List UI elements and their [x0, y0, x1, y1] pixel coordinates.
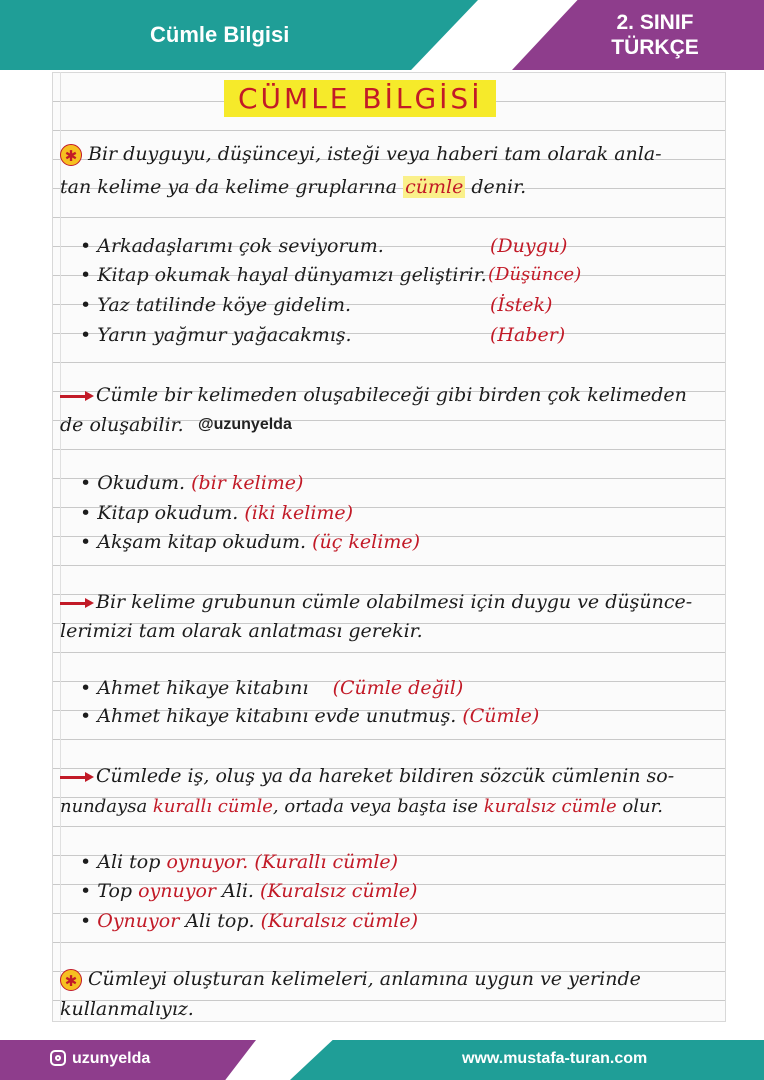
- header-title: Cümle Bilgisi: [150, 22, 290, 47]
- example-words-1: • Okudum. (bir kelime): [80, 472, 304, 494]
- example-type-3-tag: (İstek): [490, 294, 553, 316]
- right-arrow-icon: [60, 389, 94, 403]
- note-meaning-line-2: lerimizi tam olarak anlatması gerekir.: [60, 620, 423, 642]
- paper-margin: [60, 72, 61, 1020]
- right-arrow-icon: [60, 770, 94, 784]
- term-kuralli: kurallı cümle: [152, 796, 273, 817]
- example-meaning-2: • Ahmet hikaye kitabını evde unutmuş. (Cümle): [80, 705, 540, 727]
- instagram-handle[interactable]: uzunyelda: [72, 1050, 151, 1067]
- definition-line-2: tan kelime ya da kelime gruplarına cümle denir.: [60, 176, 527, 198]
- grade-line-2: TÜRKÇE: [611, 36, 699, 59]
- grade-label: [560, 10, 750, 60]
- page-title: CÜMLE BİLGİSİ: [224, 80, 496, 117]
- example-order-2: • Top oynuyor Ali. (Kuralsız cümle): [80, 880, 418, 902]
- note-order-line-2: nundaysa kurallı cümle, ortada veya başta ise kuralsız cümle olur.: [60, 796, 663, 817]
- example-type-4: • Yarın yağmur yağacakmış.: [80, 324, 352, 346]
- example-order-3: • Oynuyor Ali top. (Kuralsız cümle): [80, 910, 418, 932]
- note-words-line-1: Cümle bir kelimeden oluşabileceği gibi birden çok kelimeden: [60, 384, 687, 406]
- example-order-1: • Ali top oynuyor. (Kurallı cümle): [80, 851, 399, 873]
- star-bullet-icon: ✱: [60, 144, 82, 166]
- right-arrow-icon: [60, 596, 94, 610]
- example-words-3: • Akşam kitap okudum. (üç kelime): [80, 531, 420, 553]
- example-type-1-tag: (Duygu): [490, 235, 568, 257]
- example-words-2: • Kitap okudum. (iki kelime): [80, 502, 354, 524]
- note-words-line-2: de oluşabilir.: [60, 414, 184, 436]
- term-kuralsiz: kuralsız cümle: [483, 796, 617, 817]
- example-type-4-tag: (Haber): [490, 324, 566, 346]
- star-bullet-icon: ✱: [60, 969, 82, 991]
- watermark-handle: @uzunyelda: [198, 416, 292, 433]
- example-type-2: • Kitap okumak hayal dünyamızı geliştirir.: [80, 264, 487, 286]
- note-meaning-line-1: Bir kelime grubunun cümle olabilmesi için duygu ve düşünce-: [60, 591, 692, 613]
- example-meaning-1: • Ahmet hikaye kitabını (Cümle değil): [80, 677, 464, 699]
- example-type-3: • Yaz tatilinde köye gidelim.: [80, 294, 352, 316]
- grade-line-1: 2. SINIF: [616, 11, 694, 34]
- closing-line-1: ✱ Cümleyi oluşturan kelimeleri, anlamına uygun ve yerinde: [60, 968, 641, 991]
- website-link[interactable]: www.mustafa-turan.com: [462, 1050, 648, 1067]
- closing-line-2: kullanmalıyız.: [60, 998, 194, 1020]
- example-type-2-tag: (Düşünce): [488, 264, 582, 285]
- term-cumle: cümle: [405, 176, 464, 198]
- definition-line-1: ✱ Bir duyguyu, düşünceyi, isteği veya haberi tam olarak anla-: [60, 143, 662, 166]
- note-order-line-1: Cümlede iş, oluş ya da hareket bildiren sözcük cümlenin so-: [60, 765, 674, 787]
- example-type-1: • Arkadaşlarımı çok seviyorum.: [80, 235, 384, 257]
- instagram-icon: [50, 1050, 66, 1066]
